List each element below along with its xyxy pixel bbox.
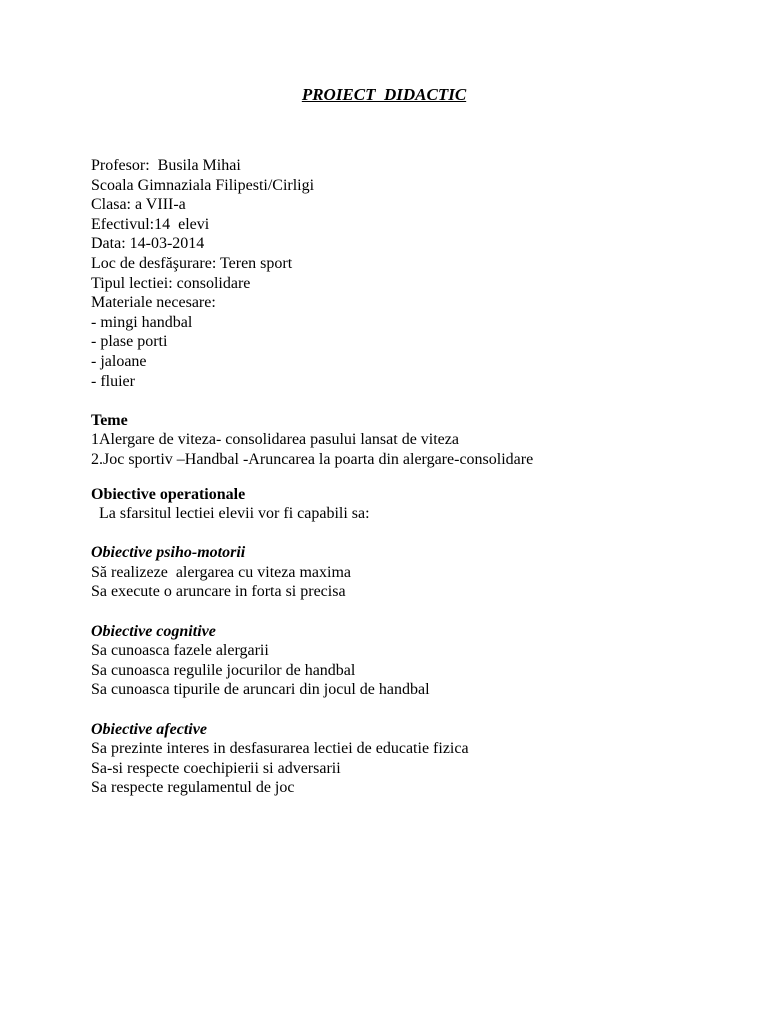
objectives-heading: Obiective operationale	[91, 485, 246, 503]
material-item: - fluier	[91, 372, 135, 390]
cognitive-section	[91, 622, 731, 700]
psychomotor-section	[91, 543, 731, 602]
spacer	[91, 700, 731, 720]
psychomotor-heading: Obiective psiho-motorii	[91, 544, 246, 562]
spacer	[91, 524, 731, 544]
objectives-section	[91, 485, 731, 524]
materials-heading: Materiale necesare:	[91, 294, 216, 312]
teme-item: 2.Joc sportiv –Handbal -Aruncarea la poarta din alergare-consolidare	[91, 450, 534, 468]
class-line: Clasa: a VIII-a	[91, 196, 186, 214]
spacer	[91, 470, 731, 485]
spacer	[91, 602, 731, 622]
cognitive-heading: Obiective cognitive	[91, 622, 216, 640]
school-line: Scoala Gimnaziala Filipesti/Cirligi	[91, 176, 315, 194]
date-line: Data: 14-03-2014	[91, 235, 205, 253]
material-item: - plase porti	[91, 333, 168, 351]
teme-section	[91, 411, 731, 470]
spacer	[91, 391, 731, 411]
affective-item: Sa prezinte interes in desfasurarea lectiei de educatie fizica	[91, 740, 469, 758]
teme-heading: Teme	[91, 411, 128, 429]
teacher-line: Profesor: Busila Mihai	[91, 157, 241, 174]
lesson-type-line: Tipul lectiei: consolidare	[91, 274, 251, 292]
affective-section	[91, 720, 731, 798]
document-body	[91, 156, 731, 798]
objectives-intro: La sfarsitul lectiei elevii vor fi capabili sa:	[99, 505, 370, 523]
material-item: - jaloane	[91, 352, 147, 370]
teme-item: 1Alergare de viteza- consolidarea pasului lansat de viteza	[91, 431, 459, 449]
cognitive-item: Sa cunoasca tipurile de aruncari din jocul de handbal	[91, 681, 430, 699]
affective-heading: Obiective afective	[91, 720, 207, 738]
header-info	[91, 156, 731, 391]
psychomotor-item: Sa execute o aruncare in forta si precisa	[91, 583, 346, 601]
location-line: Loc de desfăşurare: Teren sport	[91, 254, 293, 272]
cognitive-item: Sa cunoasca fazele alergarii	[91, 642, 269, 660]
psychomotor-item: Să realizeze alergarea cu viteza maxima	[91, 563, 351, 581]
affective-item: Sa respecte regulamentul de joc	[91, 779, 295, 797]
affective-item: Sa-si respecte coechipierii si adversarii	[91, 759, 341, 777]
material-item: - mingi handbal	[91, 313, 193, 331]
students-line: Efectivul:14 elevi	[91, 215, 210, 233]
cognitive-item: Sa cunoasca regulile jocurilor de handbal	[91, 661, 356, 679]
document-title: PROIECT DIDACTIC	[301, 85, 467, 104]
